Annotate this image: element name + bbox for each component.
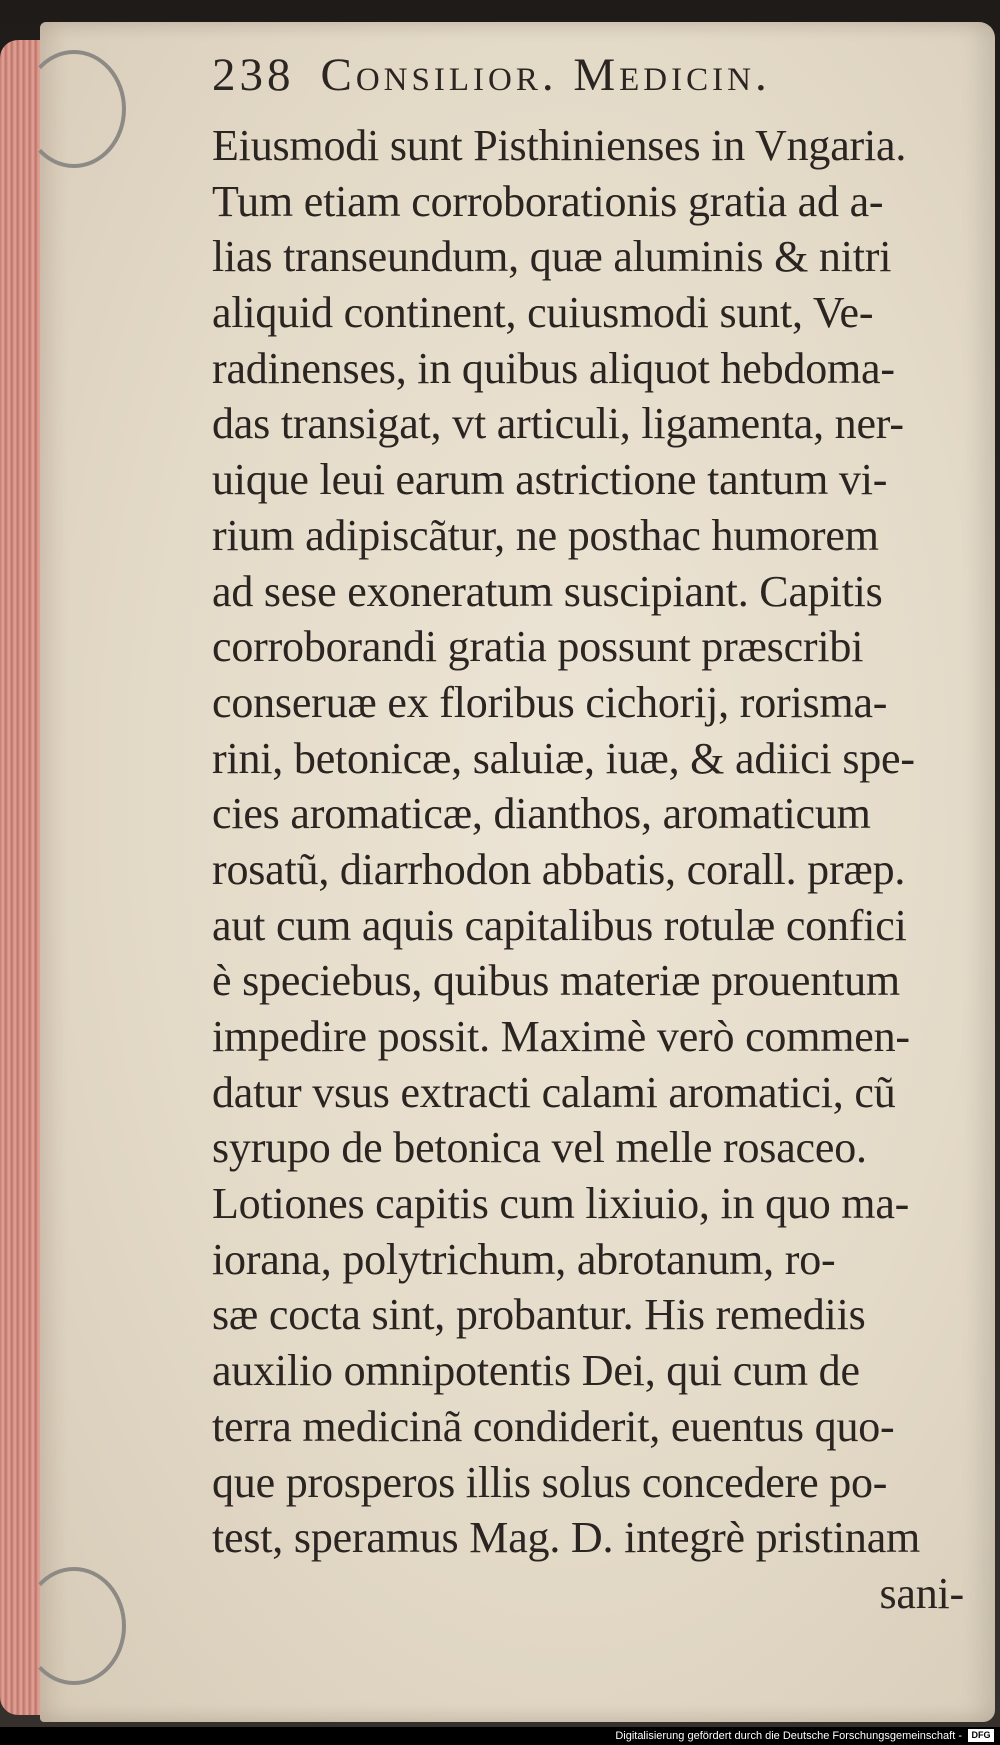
text-line: que prosperos illis solus concedere po- bbox=[212, 1457, 888, 1507]
body-text bbox=[212, 118, 972, 1622]
text-line: aut cum aquis capitalibus rotulæ confici bbox=[212, 900, 907, 950]
text-line: test, speramus Mag. D. integrè pristinam bbox=[212, 1513, 921, 1563]
clip-ring-icon bbox=[22, 50, 126, 168]
text-line: lias transeundum, quæ aluminis & nitri bbox=[212, 232, 892, 282]
text-line: corroborandi gratia possunt præscribi bbox=[212, 622, 864, 672]
text-line: aliquid continent, cuiusmodi sunt, Ve- bbox=[212, 288, 874, 338]
text-line: cies aromaticæ, dianthos, aromaticum bbox=[212, 789, 871, 839]
clip-ring-icon bbox=[22, 1567, 126, 1685]
dfg-logo: DFG bbox=[968, 1729, 994, 1742]
running-head bbox=[212, 48, 912, 102]
text-line: radinenses, in quibus aliquot hebdoma- bbox=[212, 343, 895, 393]
catchword: sani- bbox=[879, 1568, 964, 1618]
text-line: impedire possit. Maximè verò commen- bbox=[212, 1012, 910, 1061]
text-line: Eiusmodi sunt Pisthinienses in Vngaria. bbox=[212, 121, 907, 170]
text-line: è speciebus, quibus materiæ prouentum bbox=[212, 956, 900, 1006]
text-line: rini, betonicæ, saluiæ, iuæ, & adiici spe- bbox=[212, 733, 915, 783]
text-line: rium adipiscãtur, ne posthac humorem bbox=[212, 510, 879, 560]
text-line: Tum etiam corroborationis gratia ad a- bbox=[212, 176, 884, 226]
text-line: datur vsus extracti calami aromatici, cũ bbox=[212, 1067, 896, 1117]
page-number: 238 bbox=[212, 49, 295, 101]
text-line: sæ cocta sint, probantur. His remediis bbox=[212, 1290, 866, 1340]
text-line: rosatũ, diarrhodon abbatis, corall. præp. bbox=[212, 844, 906, 894]
text-line: terra medicinã condiderit, euentus quo- bbox=[212, 1401, 895, 1451]
footer-bar bbox=[0, 1727, 1000, 1745]
text-line: Lotiones capitis cum lixiuio, in quo ma- bbox=[212, 1179, 910, 1229]
running-title: Consilior. Medicin. bbox=[320, 49, 771, 101]
text-line: ad sese exoneratum suscipiant. Capitis bbox=[212, 566, 883, 616]
footer-credit: Digitalisierung gefördert durch die Deutsche Forschungsgemeinschaft - bbox=[615, 1730, 962, 1742]
text-line: auxilio omnipotentis Dei, qui cum de bbox=[212, 1346, 860, 1396]
text-line: syrupo de betonica vel melle rosaceo. bbox=[212, 1123, 867, 1173]
text-line: conseruæ ex floribus cichorij, rorisma- bbox=[212, 677, 888, 727]
text-line: iorana, polytrichum, abrotanum, ro- bbox=[212, 1234, 836, 1284]
text-line: das transigat, vt articuli, ligamenta, ner- bbox=[212, 399, 904, 449]
text-line: uique leui earum astrictione tantum vi- bbox=[212, 455, 888, 505]
